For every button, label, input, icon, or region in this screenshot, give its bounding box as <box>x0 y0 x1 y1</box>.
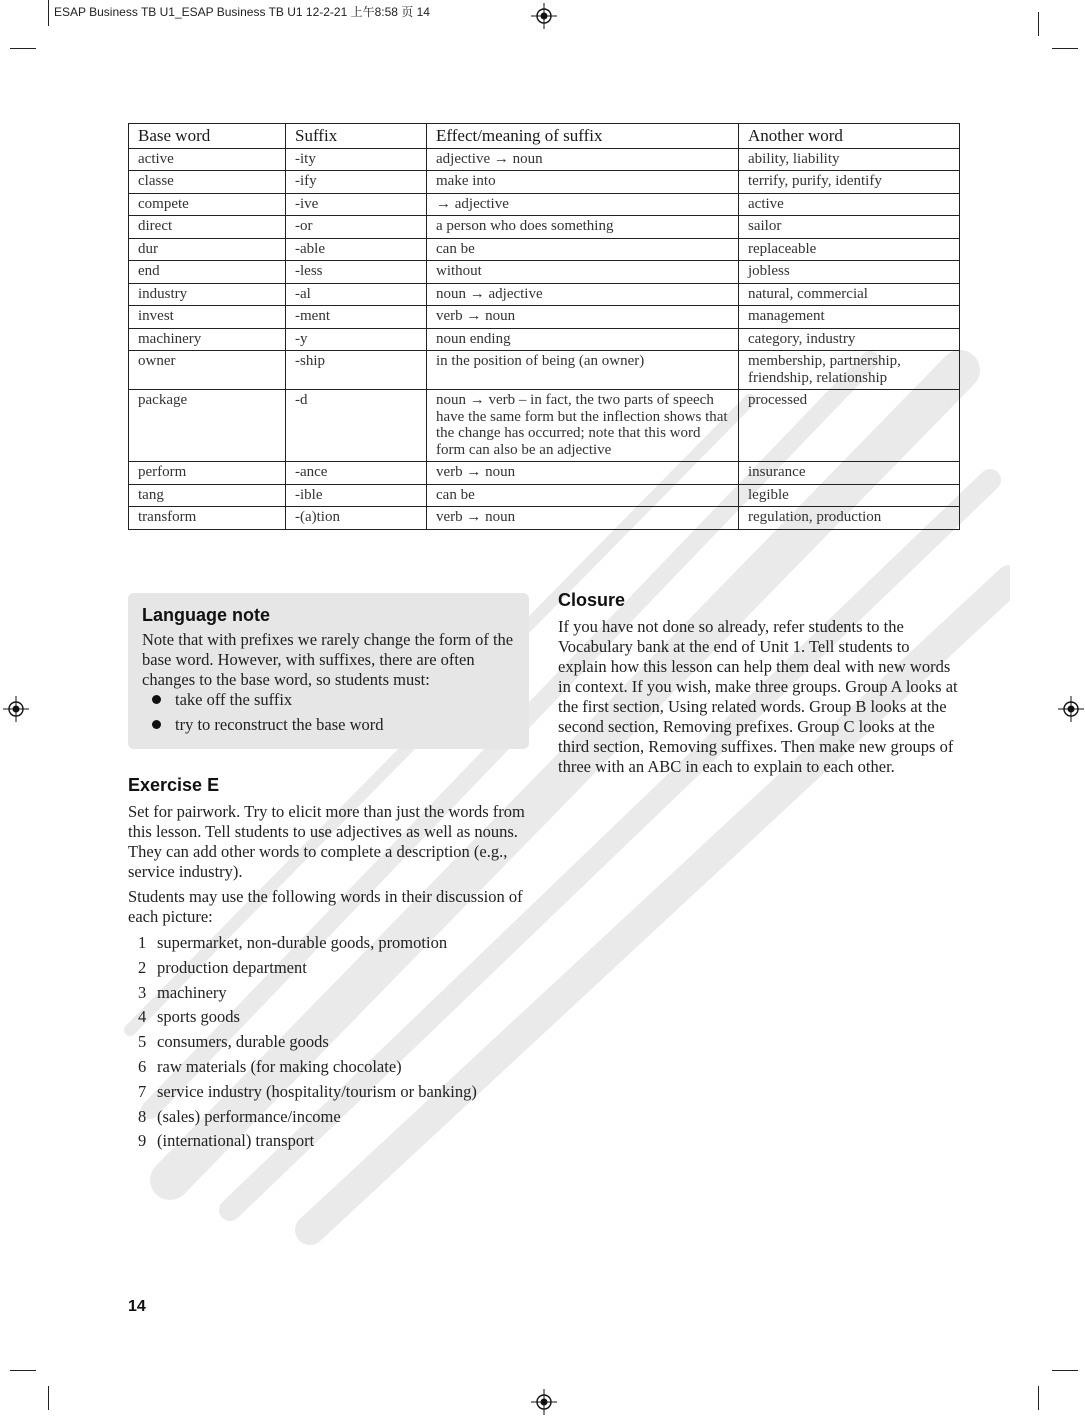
crop-mark <box>1038 1386 1039 1410</box>
page-number: 14 <box>128 1298 146 1315</box>
list-item <box>128 1005 528 1030</box>
list-number: 7 <box>138 1081 147 1101</box>
table-cell: -ible <box>286 484 427 507</box>
list-number: 6 <box>138 1056 147 1076</box>
list-number: 2 <box>138 957 147 977</box>
list-item-text: try to reconstruct the base word <box>175 715 384 734</box>
list-item <box>142 712 383 737</box>
crop-mark <box>1052 48 1078 49</box>
table-cell: sailor <box>739 216 960 239</box>
language-note-text: Note that with prefixes we rarely change the form of the base word. However, with suffixes, there are often changes to the base word, so students must: <box>142 630 514 689</box>
table-cell: -(a)tion <box>286 507 427 530</box>
exercise-e-paragraph: Students may use the following words in their discussion of each picture: <box>128 887 523 926</box>
table-cell: insurance <box>739 462 960 485</box>
crop-mark <box>10 48 36 49</box>
table-row <box>129 351 960 390</box>
crop-mark <box>48 0 49 26</box>
column-header: Suffix <box>286 124 427 149</box>
list-item <box>128 1105 528 1130</box>
table-cell: active <box>739 193 960 216</box>
table-cell: transform <box>129 507 286 530</box>
table-cell: natural, commercial <box>739 283 960 306</box>
table-row <box>129 306 960 329</box>
list-item-text: supermarket, non-durable goods, promotion <box>157 933 448 952</box>
list-item-text: consumers, durable goods <box>157 1032 329 1052</box>
list-number: 9 <box>138 1131 147 1151</box>
table-row <box>129 484 960 507</box>
closure-section <box>558 590 960 777</box>
list-item <box>128 1129 528 1154</box>
column-header: Base word <box>129 124 286 149</box>
table-cell: can be <box>427 484 739 507</box>
crop-mark <box>1052 1370 1078 1371</box>
registration-mark-icon <box>531 3 557 29</box>
closure-title: Closure <box>558 590 626 610</box>
list-item-text: (sales) performance/income <box>157 1106 341 1126</box>
table-cell: tang <box>129 484 286 507</box>
list-item <box>128 981 528 1006</box>
table-row <box>129 390 960 462</box>
table-cell: can be <box>427 238 739 261</box>
crop-mark <box>48 1386 49 1410</box>
exercise-e-section <box>128 775 528 1154</box>
table-cell: -ity <box>286 148 427 171</box>
table-cell: classe <box>129 171 286 194</box>
table-cell: -y <box>286 328 427 351</box>
list-item <box>128 931 528 956</box>
table-cell: management <box>739 306 960 329</box>
table-row <box>129 283 960 306</box>
column-header: Effect/meaning of suffix <box>427 124 739 149</box>
bullet-icon <box>152 695 161 704</box>
table-cell: -ance <box>286 462 427 485</box>
table-cell: -ify <box>286 171 427 194</box>
table-row <box>129 171 960 194</box>
table-cell: -al <box>286 283 427 306</box>
table-cell: ability, liability <box>739 148 960 171</box>
closure-paragraph: If you have not done so already, refer students to the Vocabulary bank at the end of Unit 1. Tell students to explain how this lesson can help them deal with new words in context. If you wish, make three groups. Group A looks at the first section, Using related words. Group B looks at the second section, Removing prefixes. Group C looks at the third section, Removing suffixes. Then make new groups of three with an ABC in each to explain to each other. <box>558 617 958 776</box>
table-row <box>129 328 960 351</box>
table-cell: category, industry <box>739 328 960 351</box>
registration-mark-icon <box>531 1389 557 1415</box>
table-cell: machinery <box>129 328 286 351</box>
table-cell: regulation, production <box>739 507 960 530</box>
table-cell: active <box>129 148 286 171</box>
table-cell: processed <box>739 390 960 462</box>
table-row <box>129 507 960 530</box>
table-cell: -ship <box>286 351 427 390</box>
list-item <box>142 687 383 712</box>
table-row <box>129 193 960 216</box>
table-cell: make into <box>427 171 739 194</box>
table-cell: verb → noun <box>427 306 739 329</box>
table-cell: noun ending <box>427 328 739 351</box>
table-cell: perform <box>129 462 286 485</box>
list-item <box>128 956 528 981</box>
table-cell: -or <box>286 216 427 239</box>
list-item-text: sports goods <box>157 1007 240 1027</box>
table-cell: dur <box>129 238 286 261</box>
table-cell: -able <box>286 238 427 261</box>
table-cell: without <box>427 261 739 284</box>
table-cell: legible <box>739 484 960 507</box>
list-item <box>128 1030 528 1055</box>
list-item-text: take off the suffix <box>175 690 293 709</box>
language-note-box <box>128 593 529 749</box>
table-cell: adjective → noun <box>427 148 739 171</box>
list-item-text: (international) transport <box>157 1131 315 1151</box>
list-item <box>128 1080 528 1105</box>
table-cell: -ment <box>286 306 427 329</box>
list-item-text: machinery <box>157 982 227 1002</box>
table-cell: industry <box>129 283 286 306</box>
registration-mark-icon <box>3 696 29 722</box>
list-item <box>128 1055 528 1080</box>
exercise-e-paragraph: Set for pairwork. Try to elicit more than just the words from this lesson. Tell students to use adjectives as well as nouns. They can add other words to complete a description (e.g., service industry). <box>128 802 525 881</box>
table-cell: → adjective <box>427 193 739 216</box>
table-cell: invest <box>129 306 286 329</box>
table-cell: noun → adjective <box>427 283 739 306</box>
exercise-e-word-list <box>128 931 528 1154</box>
table-cell: noun → verb – in fact, the two parts of speech have the same form but the inflection shows that the change has occurred; note that this word form can also be an adjective <box>427 390 739 462</box>
table-row <box>129 238 960 261</box>
exercise-e-title: Exercise E <box>128 775 220 795</box>
table-row <box>129 462 960 485</box>
list-number: 5 <box>138 1032 147 1052</box>
table-cell: verb → noun <box>427 507 739 530</box>
crop-mark <box>1038 12 1039 36</box>
language-note-list <box>142 687 383 737</box>
column-header: Another word <box>739 124 960 149</box>
table-cell: membership, partnership, friendship, relationship <box>739 351 960 390</box>
table-cell: end <box>129 261 286 284</box>
list-number: 4 <box>138 1007 147 1027</box>
table-cell: jobless <box>739 261 960 284</box>
table-cell: terrify, purify, identify <box>739 171 960 194</box>
language-note-title: Language note <box>142 605 271 625</box>
table-cell: -less <box>286 261 427 284</box>
table-header-row <box>129 124 960 149</box>
table-cell: direct <box>129 216 286 239</box>
list-item-text: production department <box>157 957 307 977</box>
table-cell: a person who does something <box>427 216 739 239</box>
list-number: 1 <box>138 933 147 952</box>
table-cell: compete <box>129 193 286 216</box>
table-row <box>129 216 960 239</box>
table-cell: package <box>129 390 286 462</box>
table-row <box>129 261 960 284</box>
registration-mark-icon <box>1058 696 1084 722</box>
suffix-table <box>128 123 960 530</box>
table-row <box>129 148 960 171</box>
table-cell: verb → noun <box>427 462 739 485</box>
list-number: 8 <box>138 1106 147 1126</box>
table-cell: replaceable <box>739 238 960 261</box>
crop-mark <box>10 1370 36 1371</box>
list-item-text: service industry (hospitality/tourism or banking) <box>157 1081 477 1101</box>
print-slug: ESAP Business TB U1_ESAP Business TB U1 12-2-21 上午8:58 页 14 <box>54 5 430 19</box>
bullet-icon <box>152 720 161 729</box>
list-number: 3 <box>138 982 147 1002</box>
table-cell: owner <box>129 351 286 390</box>
table-cell: -ive <box>286 193 427 216</box>
table-cell: in the position of being (an owner) <box>427 351 739 390</box>
list-item-text: raw materials (for making chocolate) <box>157 1056 402 1076</box>
table-cell: -d <box>286 390 427 462</box>
